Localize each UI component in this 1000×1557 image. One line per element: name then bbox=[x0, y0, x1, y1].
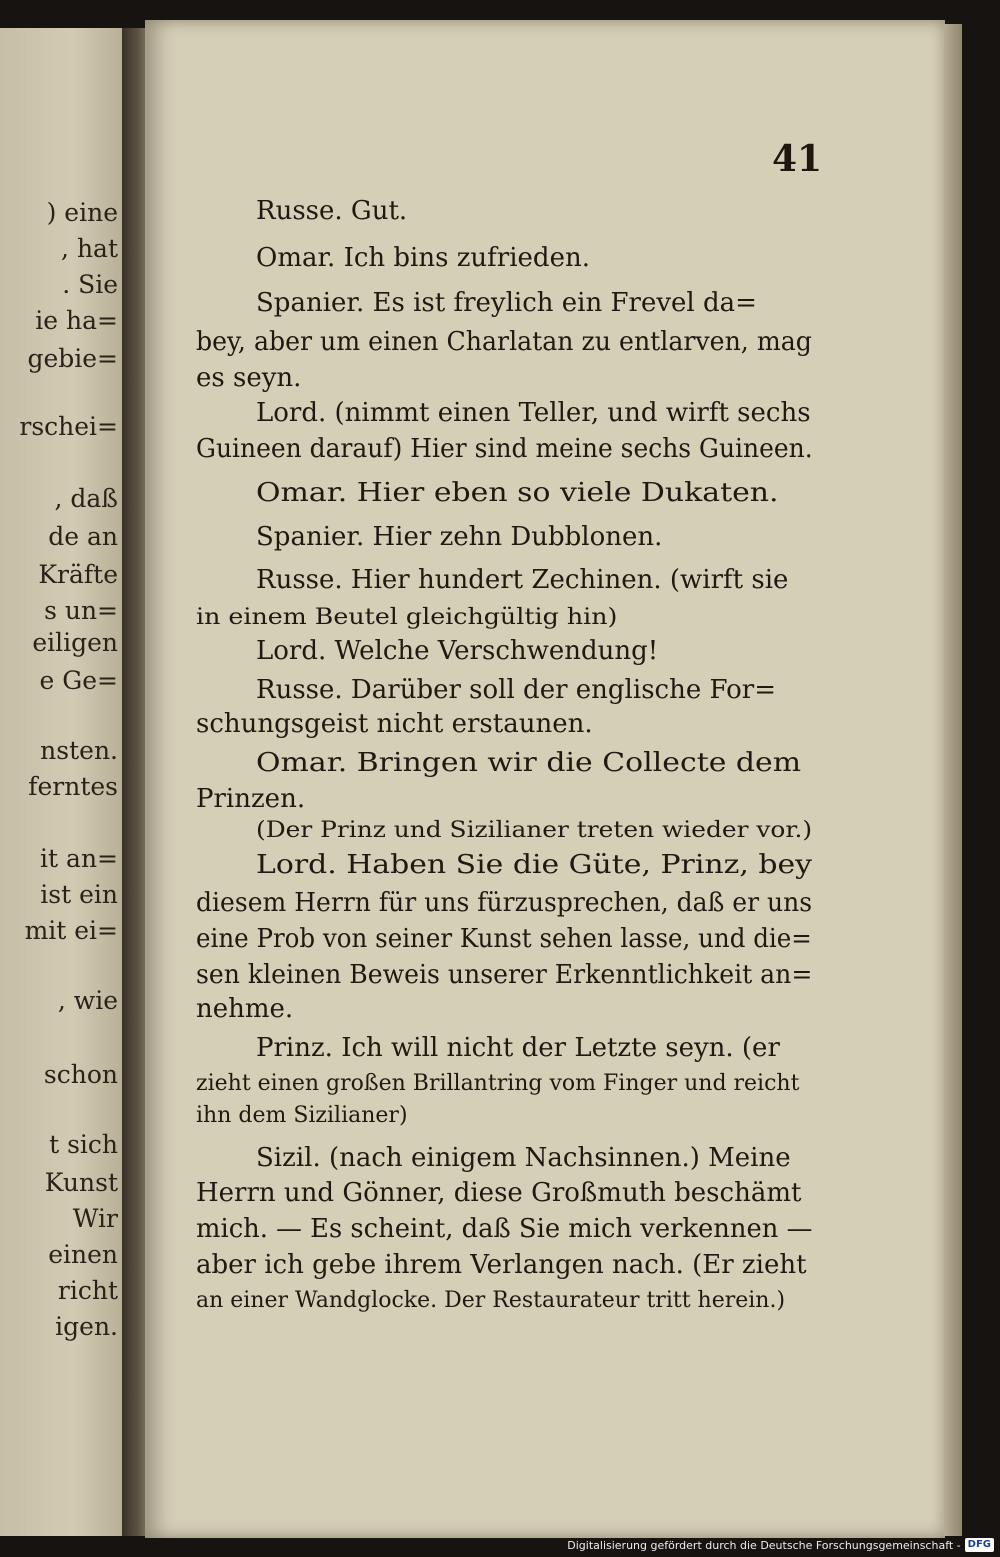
text-line: ihn dem Sizilianer) bbox=[196, 1103, 408, 1128]
text-line: in einem Beutel gleichgültig hin) bbox=[196, 605, 618, 630]
left-page-line: Wir bbox=[72, 1204, 118, 1233]
left-page-line: ist ein bbox=[40, 880, 118, 909]
left-page-line: Kunst bbox=[44, 1168, 118, 1197]
text-line: Lord. Welche Verschwendung! bbox=[256, 636, 659, 666]
left-page-line: de an bbox=[48, 522, 118, 551]
page-number: 41 bbox=[772, 138, 823, 180]
text-line: Spanier. Hier zehn Dubblonen. bbox=[256, 522, 663, 552]
text-line: mich. — Es scheint, daß Sie mich verkennen — bbox=[196, 1214, 813, 1244]
text-line: an einer Wandglocke. Der Restaurateur tritt herein.) bbox=[196, 1288, 786, 1313]
left-page-line: igen. bbox=[55, 1312, 118, 1341]
left-page-line: , hat bbox=[61, 234, 118, 263]
text-line: eine Prob von seiner Kunst sehen lasse, und die= bbox=[196, 924, 812, 954]
text-line: Prinzen. bbox=[196, 784, 306, 814]
left-page-line: . Sie bbox=[62, 270, 118, 299]
left-page-line: einen bbox=[48, 1240, 118, 1269]
text-line: schungsgeist nicht erstaunen. bbox=[196, 709, 593, 739]
text-line: (Der Prinz und Sizilianer treten wieder vor.) bbox=[256, 818, 813, 843]
text-line: Omar. Ich bins zufrieden. bbox=[256, 243, 590, 273]
text-line: sen kleinen Beweis unserer Erkenntlichkeit an= bbox=[196, 960, 813, 990]
text-line: Russe. Darüber soll der englische For= bbox=[256, 675, 776, 705]
text-line: Lord. (nimmt einen Teller, und wirft sechs bbox=[256, 398, 811, 428]
text-line: es seyn. bbox=[196, 363, 302, 393]
left-page-line: eiligen bbox=[32, 628, 118, 657]
left-page-line: schon bbox=[43, 1060, 118, 1089]
text-line: Lord. Haben Sie die Güte, Prinz, bey bbox=[256, 850, 813, 880]
left-page-line: rschei= bbox=[19, 412, 118, 441]
left-page-line: ) eine bbox=[46, 198, 118, 227]
left-page-line: mit ei= bbox=[24, 916, 118, 945]
left-page-line: ferntes bbox=[28, 772, 118, 801]
text-line: nehme. bbox=[196, 994, 294, 1024]
left-page-line: t sich bbox=[49, 1130, 118, 1159]
left-page-line: it an= bbox=[40, 844, 118, 873]
left-page-line: e Ge= bbox=[39, 666, 118, 695]
text-line: Sizil. (nach einigem Nachsinnen.) Meine bbox=[256, 1143, 791, 1173]
text-line: Omar. Bringen wir die Collecte dem bbox=[256, 748, 802, 778]
text-line: Guineen darauf) Hier sind meine sechs Guineen. bbox=[196, 434, 813, 464]
text-line: aber ich gebe ihrem Verlangen nach. (Er zieht bbox=[196, 1250, 807, 1280]
left-page-line: , daß bbox=[54, 484, 118, 513]
digitization-footer bbox=[567, 1538, 994, 1552]
left-page-line: , wie bbox=[57, 986, 118, 1015]
left-page-line: gebie= bbox=[27, 344, 118, 373]
text-line: diesem Herrn für uns fürzusprechen, daß er uns bbox=[196, 888, 813, 918]
footer-text: Digitalisierung gefördert durch die Deutsche Forschungsgemeinschaft - bbox=[567, 1538, 961, 1552]
text-line: zieht einen großen Brillantring vom Finger und reicht bbox=[196, 1071, 800, 1096]
left-page-fragment bbox=[0, 28, 122, 1536]
text-line: Russe. Gut. bbox=[256, 196, 408, 226]
left-page-line: richt bbox=[57, 1276, 118, 1305]
text-line: Omar. Hier eben so viele Dukaten. bbox=[256, 478, 779, 508]
text-line: bey, aber um einen Charlatan zu entlarven, mag bbox=[196, 327, 812, 357]
left-page-line: nsten. bbox=[40, 736, 118, 765]
text-line: Russe. Hier hundert Zechinen. (wirft sie bbox=[256, 565, 789, 595]
dfg-logo-icon: DFG bbox=[965, 1538, 994, 1552]
page-edge bbox=[944, 24, 962, 1536]
left-page-line: s un= bbox=[44, 596, 118, 625]
text-line: Spanier. Es ist freylich ein Frevel da= bbox=[256, 288, 757, 318]
text-line: Herrn und Gönner, diese Großmuth beschämt bbox=[196, 1178, 802, 1208]
text-line: Prinz. Ich will nicht der Letzte seyn. (er bbox=[256, 1033, 780, 1063]
left-page-line: ie ha= bbox=[35, 306, 118, 335]
left-page-line: Kräfte bbox=[38, 560, 118, 589]
